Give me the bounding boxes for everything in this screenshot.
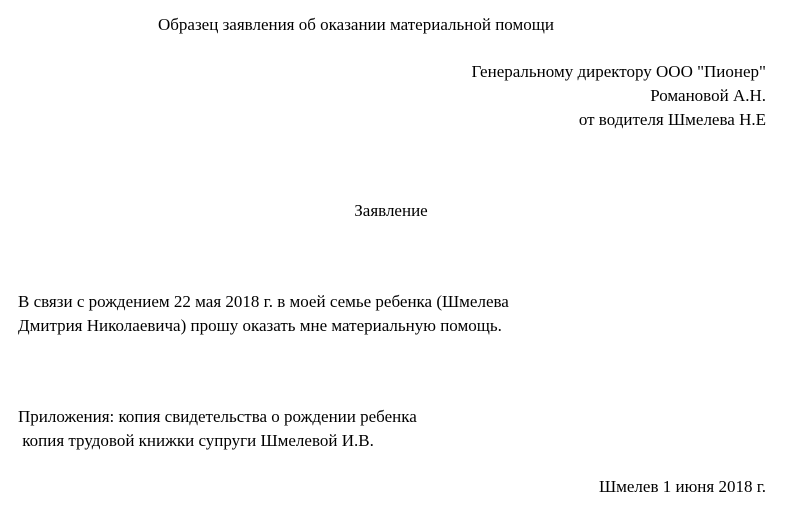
- addressee-line-director: Генеральному директору ООО "Пионер": [471, 62, 766, 81]
- document-title: Образец заявления об оказании материальной помощи: [158, 15, 554, 34]
- attachments-line-2: копия трудовой книжки супруги Шмелевой И.В.: [18, 431, 374, 450]
- statement-heading: Заявление: [354, 201, 428, 220]
- signature-date-line: Шмелев 1 июня 2018 г.: [598, 477, 766, 496]
- sender-line: от водителя Шмелева Н.Е: [578, 110, 766, 129]
- attachments-line-1: Приложения: копия свидетельства о рождении ребенка: [18, 407, 417, 426]
- addressee-line-name: Романовой А.Н.: [650, 86, 766, 105]
- body-text-line-2: Дмитрия Николаевича) прошу оказать мне материальную помощь.: [18, 316, 502, 335]
- body-text-line-1: В связи с рождением 22 мая 2018 г. в моей семье ребенка (Шмелева: [18, 292, 509, 311]
